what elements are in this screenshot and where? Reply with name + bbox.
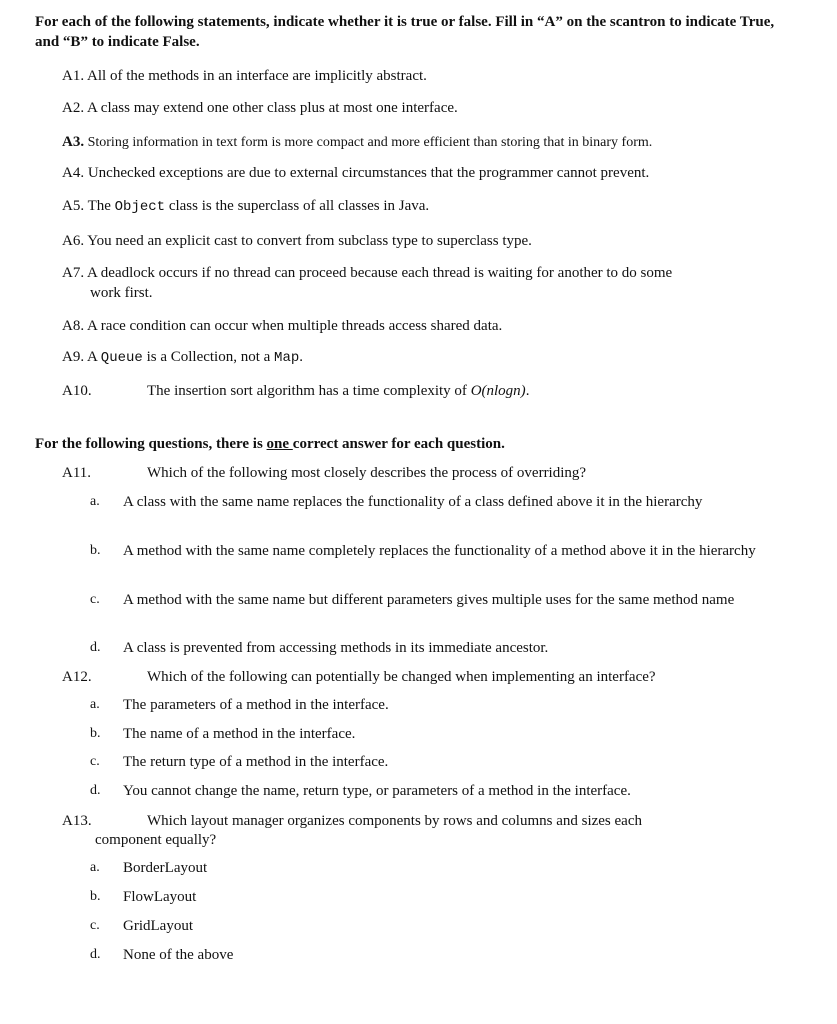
option-letter: b.: [90, 889, 101, 904]
statement-text-mid: is a Collection, not a: [142, 349, 275, 365]
statement-number: A5.: [62, 198, 85, 214]
statement-number: A7.: [62, 265, 85, 281]
statement-number: A6.: [62, 233, 85, 249]
option-letter: d.: [90, 783, 101, 798]
question-a13-text-continued: component equally?: [95, 832, 217, 848]
statement-text: A race condition can occur when multiple threads access shared data.: [87, 318, 503, 334]
statement-number: A2.: [62, 100, 85, 116]
multiple-choice-instructions: [35, 434, 795, 454]
statement-a5: [62, 196, 782, 217]
question-a11-option-a: A class with the same name replaces the functionality of a class defined above it in the hierarchy: [123, 494, 703, 510]
statement-text: All of the methods in an interface are implicitly abstract.: [87, 68, 427, 84]
option-letter: d.: [90, 947, 101, 962]
option-letter: a.: [90, 494, 100, 509]
statement-text: Storing information in text form is more compact and more efficient than storing that in binary form.: [87, 135, 653, 150]
code-object: Object: [114, 199, 166, 215]
statement-a4: [62, 163, 782, 183]
statement-a1: [62, 66, 782, 86]
statement-a7: [62, 263, 782, 303]
question-a13-text: Which layout manager organizes components by rows and columns and sizes each: [147, 813, 642, 829]
option-letter: a.: [90, 697, 100, 712]
code-map: Map: [274, 350, 300, 366]
question-a12-option-c: The return type of a method in the interface.: [123, 754, 389, 770]
question-a13-option-c: GridLayout: [123, 918, 193, 934]
option-letter: d.: [90, 640, 101, 655]
option-letter: b.: [90, 543, 101, 558]
statement-text-pre: The: [87, 198, 115, 214]
statement-number: A1.: [62, 68, 85, 84]
header-post: correct answer for each question.: [292, 436, 505, 452]
statement-a9: [62, 347, 782, 368]
header-pre: For the following questions, there is: [35, 436, 267, 452]
header-underlined: one: [266, 436, 293, 452]
question-a13-option-a: BorderLayout: [123, 860, 208, 876]
code-queue: Queue: [100, 350, 143, 366]
question-a11-text: Which of the following most closely describes the process of overriding?: [147, 465, 587, 481]
question-a13-number: A13.: [62, 813, 92, 829]
statement-text-post: class is the superclass of all classes in Java.: [165, 198, 430, 214]
statement-a2: [62, 98, 782, 118]
question-a11-number: A11.: [62, 465, 92, 481]
statement-a10-number: A10.: [62, 383, 92, 399]
statement-text-continued: work first.: [90, 285, 153, 301]
true-false-instructions: For each of the following statements, indicate whether it is true or false. Fill in “A” on the scantron to indicate True, and “B” to indicate False.: [35, 14, 775, 50]
question-a11-option-b: A method with the same name completely replaces the functionality of a method above it in the hierarchy: [123, 543, 756, 559]
option-letter: a.: [90, 860, 100, 875]
question-a12-option-d: You cannot change the name, return type, or parameters of a method in the interface.: [123, 783, 631, 799]
option-letter: c.: [90, 754, 100, 769]
statement-number: A9.: [62, 349, 85, 365]
statement-text-post: .: [525, 383, 530, 399]
question-a12-number: A12.: [62, 669, 92, 685]
option-letter: b.: [90, 726, 101, 741]
statement-a6: [62, 231, 782, 251]
statement-text-pre: A: [87, 349, 101, 365]
statement-number: A3.: [62, 134, 85, 150]
option-letter: c.: [90, 918, 100, 933]
statement-text: A class may extend one other class plus at most one interface.: [87, 100, 458, 116]
question-a11-option-d: A class is prevented from accessing methods in its immediate ancestor.: [123, 640, 549, 656]
statement-text: Unchecked exceptions are due to external circumstances that the programmer cannot prevent.: [87, 165, 650, 181]
statement-a8: [62, 316, 782, 336]
statement-a3: [62, 132, 782, 153]
option-letter: c.: [90, 592, 100, 607]
question-a13-option-d: None of the above: [123, 947, 234, 963]
statement-number: A4.: [62, 165, 85, 181]
question-a13-option-b: FlowLayout: [123, 889, 197, 905]
statement-text: You need an explicit cast to convert from subclass type to superclass type.: [87, 233, 532, 249]
question-a12-option-b: The name of a method in the interface.: [123, 726, 356, 742]
statement-number: A8.: [62, 318, 85, 334]
question-a12-text: Which of the following can potentially be changed when implementing an interface?: [147, 669, 656, 685]
question-a12-option-a: The parameters of a method in the interface.: [123, 697, 389, 713]
statement-text-post: .: [299, 349, 304, 365]
statement-text: A deadlock occurs if no thread can proceed because each thread is waiting for another to do some: [87, 265, 673, 281]
statement-text-pre: The insertion sort algorithm has a time complexity of: [147, 383, 471, 399]
question-a11-option-c: A method with the same name but different parameters gives multiple uses for the same method name: [123, 592, 735, 608]
statement-a10: [147, 381, 787, 401]
big-o-formula: O(nlogn): [470, 383, 526, 399]
